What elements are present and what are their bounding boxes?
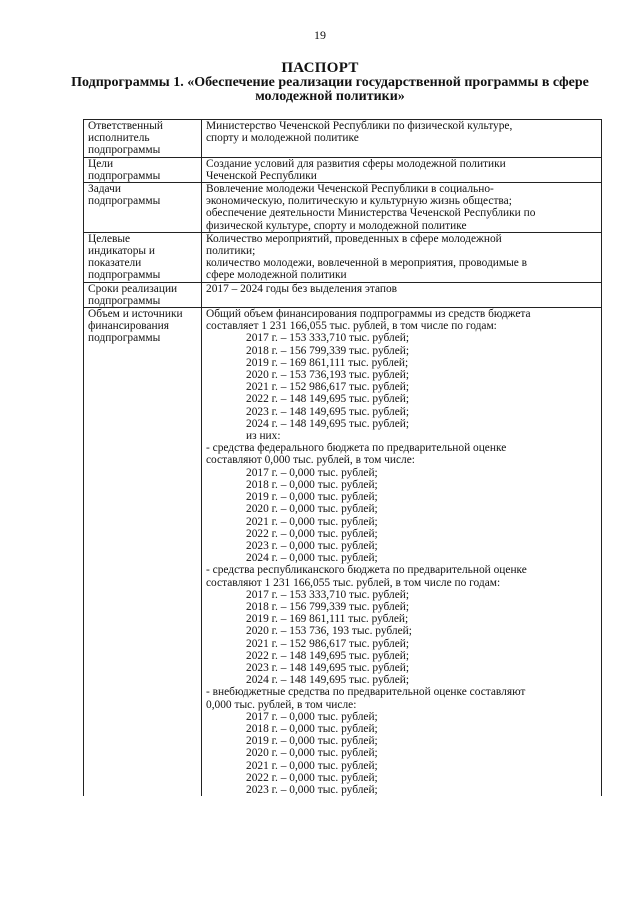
row-value-line: 2018 г. – 0,000 тыс. рублей; (246, 478, 378, 491)
row-value-line: 2021 г. – 0,000 тыс. рублей; (246, 515, 378, 528)
row-label-cell (84, 308, 202, 797)
row-value-line: составляют 1 231 166,055 тыс. рублей, в том числе по годам: (206, 576, 501, 589)
row-label-cell (84, 232, 202, 282)
row-value-line: 2020 г. – 0,000 тыс. рублей; (246, 747, 378, 760)
row-value-line: 2023 г. – 0,000 тыс. рублей; (246, 539, 378, 552)
row-value-line: сфере молодежной политики (206, 269, 347, 282)
row-value-line: 2019 г. – 169 861,111 тыс. рублей; (246, 613, 409, 626)
row-value-cell (202, 308, 602, 797)
row-value-line: Общий объем финансирования подпрограммы из средств бюджета (206, 308, 531, 321)
passport-row (84, 120, 602, 158)
row-value-line: 2019 г. – 0,000 тыс. рублей; (246, 735, 378, 748)
row-value-line: 2024 г. – 148 149,695 тыс. рублей; (246, 674, 410, 687)
row-label-line: финансирования (88, 320, 169, 333)
document-title: ПАСПОРТ (281, 60, 359, 76)
row-value-cell (202, 282, 602, 307)
passport-row (84, 157, 602, 182)
passport-row (84, 308, 602, 797)
passport-row (84, 282, 602, 307)
row-value-line: 2022 г. – 148 149,695 тыс. рублей; (246, 649, 410, 662)
row-value-line: 2021 г. – 152 986,617 тыс. рублей; (246, 637, 410, 650)
row-value-line: 2020 г. – 153 736,193 тыс. рублей; (246, 369, 410, 382)
row-value-line: 2020 г. – 153 736, 193 тыс. рублей; (246, 625, 412, 638)
row-value-cell (202, 183, 602, 233)
row-value-cell (202, 232, 602, 282)
row-value-cell (202, 157, 602, 182)
row-label-cell (84, 183, 202, 233)
row-value-line: Чеченской Республики (206, 169, 317, 182)
passport-row (84, 183, 602, 233)
row-value-line: из них: (246, 430, 281, 443)
row-label-line: Задачи (88, 183, 121, 196)
row-label-line: Объем и источники (88, 308, 183, 321)
row-value-line: 2023 г. – 148 149,695 тыс. рублей; (246, 405, 410, 418)
row-value-line: 2023 г. – 148 149,695 тыс. рублей; (246, 661, 410, 674)
row-value-cell (202, 120, 602, 158)
row-label-line: индикаторы и (88, 245, 156, 258)
row-value-line: - средства республиканского бюджета по предварительной оценке (206, 564, 527, 577)
row-value-line: 2017 г. – 0,000 тыс. рублей; (246, 710, 378, 723)
row-value-line: 2024 г. – 148 149,695 тыс. рублей; (246, 417, 410, 430)
row-value-line: 2024 г. – 0,000 тыс. рублей; (246, 552, 378, 565)
row-value-line: 2021 г. – 152 986,617 тыс. рублей; (246, 381, 410, 394)
row-value-line: политики; (206, 245, 256, 258)
row-label-line: подпрограммы (88, 195, 161, 208)
row-value-line: 2019 г. – 0,000 тыс. рублей; (246, 491, 378, 504)
row-label-line: показатели (88, 257, 142, 270)
row-value-line: 2018 г. – 0,000 тыс. рублей; (246, 722, 378, 735)
row-label-line: подпрограммы (88, 294, 161, 307)
row-value-line: составляет 1 231 166,055 тыс. рублей, в том числе по годам: (206, 320, 497, 333)
row-value-line: - средства федерального бюджета по предварительной оценке (206, 442, 507, 455)
row-value-line: 2018 г. – 156 799,339 тыс. рублей; (246, 344, 410, 357)
row-value-line: 2021 г. – 0,000 тыс. рублей; (246, 759, 378, 772)
row-value-line: спорту и молодежной политике (206, 132, 359, 145)
row-value-line: 2017 г. – 0,000 тыс. рублей; (246, 466, 378, 479)
row-value-line: обеспечение деятельности Министерства Чеченской Республики по (206, 207, 536, 220)
row-value-line: Создание условий для развития сферы молодежной политики (206, 157, 506, 170)
row-value-line: 2019 г. – 169 861,111 тыс. рублей; (246, 356, 409, 369)
passport-row (84, 232, 602, 282)
row-value-line: 2022 г. – 0,000 тыс. рублей; (246, 527, 378, 540)
document-subtitle: Подпрограммы 1. «Обеспечение реализации государственной программы в сфере молодежной политики» (71, 75, 589, 104)
page-number: 19 (314, 28, 326, 42)
row-value-line: 2017 г. – 153 333,710 тыс. рублей; (246, 588, 410, 601)
row-label-cell (84, 282, 202, 307)
row-label-line: подпрограммы (88, 332, 161, 345)
passport-table-body (84, 120, 602, 797)
row-value-line: Вовлечение молодежи Чеченской Республики в социально- (206, 183, 494, 196)
row-label-line: подпрограммы (88, 269, 161, 282)
row-label-line: исполнитель (88, 132, 150, 145)
row-value-line: 2017 г. – 153 333,710 тыс. рублей; (246, 332, 410, 345)
row-value-line: составляют 0,000 тыс. рублей, в том числе: (206, 454, 415, 467)
row-label-line: Целевые (88, 232, 131, 245)
row-value-line: 0,000 тыс. рублей, в том числе: (206, 698, 357, 711)
row-value-line: Количество мероприятий, проведенных в сфере молодежной (206, 232, 502, 245)
row-label-cell (84, 120, 202, 158)
row-label-line: Цели (88, 157, 114, 170)
row-value-line: количество молодежи, вовлеченной в мероприятия, проводимые в (206, 257, 528, 270)
row-label-line: Ответственный (88, 120, 164, 132)
passport-table (83, 119, 602, 796)
row-label-line: Сроки реализации (88, 282, 178, 295)
row-value-line: 2023 г. – 0,000 тыс. рублей; (246, 783, 378, 796)
row-label-cell (84, 157, 202, 182)
row-label-line: подпрограммы (88, 144, 161, 157)
row-value-line: 2022 г. – 0,000 тыс. рублей; (246, 771, 378, 784)
row-value-line: Министерство Чеченской Республики по физической культуре, (206, 120, 513, 132)
row-label-line: подпрограммы (88, 169, 161, 182)
row-value-line: 2017 – 2024 годы без выделения этапов (206, 282, 398, 295)
row-value-line: физической культуре, спорту и молодежной политике (206, 219, 467, 232)
row-value-line: - внебюджетные средства по предварительной оценке составляют (206, 686, 526, 699)
row-value-line: экономическую, политическую и культурную жизнь общества; (206, 195, 512, 208)
row-value-line: 2018 г. – 156 799,339 тыс. рублей; (246, 600, 410, 613)
row-value-line: 2020 г. – 0,000 тыс. рублей; (246, 503, 378, 516)
row-value-line: 2022 г. – 148 149,695 тыс. рублей; (246, 393, 410, 406)
